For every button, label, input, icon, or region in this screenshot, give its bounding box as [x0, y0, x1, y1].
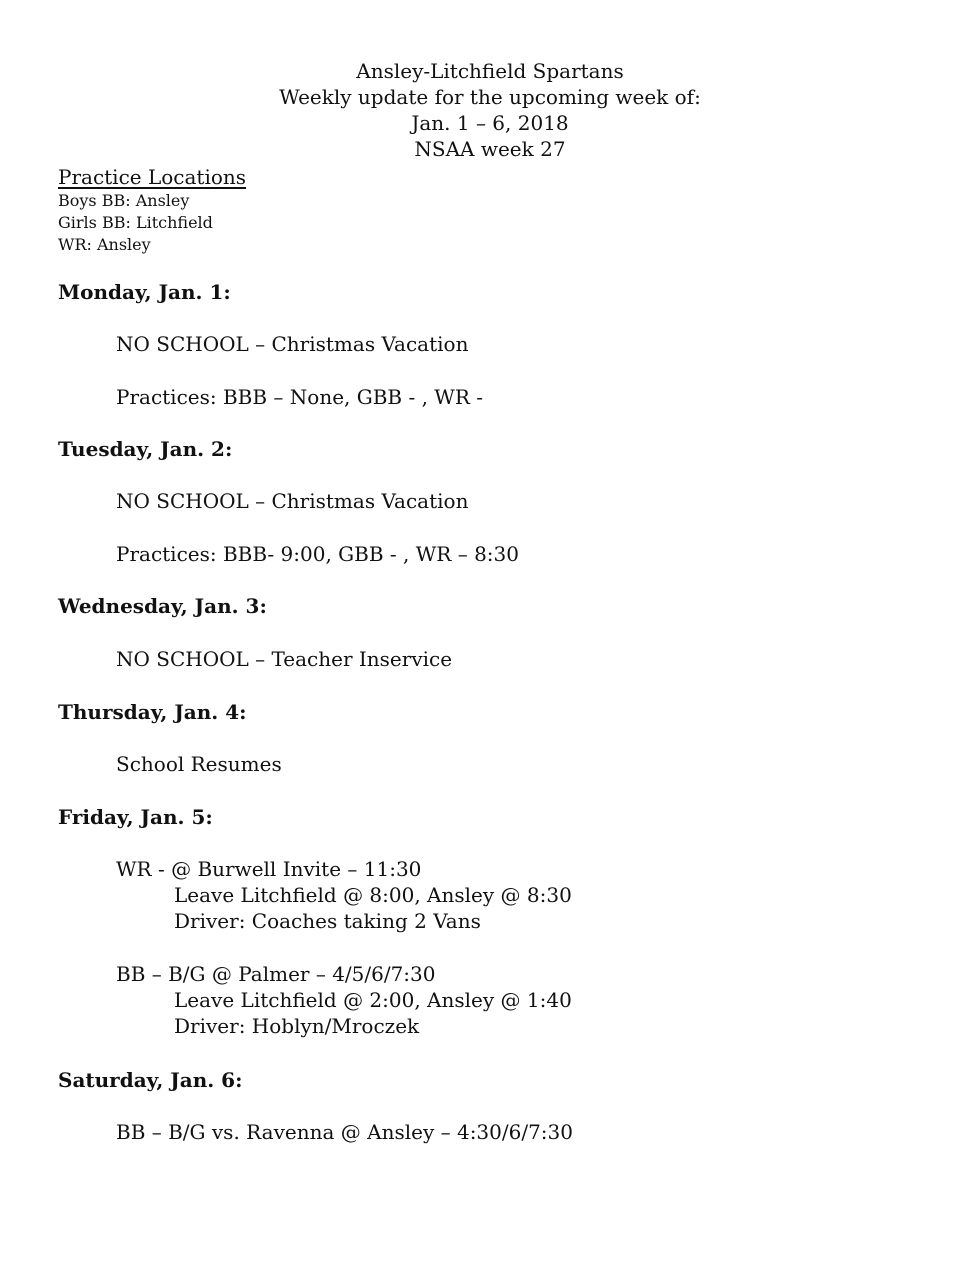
- friday-event-wrestling: WR - @ Burwell Invite – 11:30: [116, 857, 422, 881]
- day-heading-wednesday: Wednesday, Jan. 3:: [58, 594, 267, 618]
- wednesday-entry: NO SCHOOL – Teacher Inservice: [116, 647, 453, 671]
- friday-event-wrestling-driver: Driver: Coaches taking 2 Vans: [174, 909, 481, 933]
- friday-event-basketball-driver: Driver: Hoblyn/Mroczek: [174, 1014, 420, 1038]
- day-heading-tuesday: Tuesday, Jan. 2:: [58, 437, 233, 461]
- practice-locations: [58, 164, 246, 256]
- saturday-entry: BB – B/G vs. Ravenna @ Ansley – 4:30/6/7:30: [116, 1120, 573, 1144]
- location-item: Boys BB: Ansley: [58, 191, 190, 210]
- day-heading-thursday: Thursday, Jan. 4:: [58, 700, 247, 724]
- monday-practices: Practices: BBB – None, GBB - , WR -: [116, 385, 484, 409]
- day-heading-monday: Monday, Jan. 1:: [58, 280, 231, 304]
- day-heading-saturday: Saturday, Jan. 6:: [58, 1068, 243, 1092]
- update-subtitle: Weekly update for the upcoming week of:: [279, 85, 701, 109]
- tuesday-entry: NO SCHOOL – Christmas Vacation: [116, 489, 469, 513]
- friday-event-basketball: BB – B/G @ Palmer – 4/5/6/7:30: [116, 962, 436, 986]
- practice-locations-title: Practice Locations: [58, 165, 247, 189]
- week-dates: Jan. 1 – 6, 2018: [411, 111, 569, 135]
- nsaa-week: NSAA week 27: [414, 137, 566, 161]
- thursday-entry: School Resumes: [116, 752, 282, 776]
- school-name: Ansley-Litchfield Spartans: [356, 59, 624, 83]
- document-header: [0, 58, 980, 162]
- monday-entry: NO SCHOOL – Christmas Vacation: [116, 332, 469, 356]
- location-item: Girls BB: Litchfield: [58, 213, 213, 232]
- friday-event-basketball-departure: Leave Litchfield @ 2:00, Ansley @ 1:40: [174, 988, 572, 1012]
- friday-event-wrestling-departure: Leave Litchfield @ 8:00, Ansley @ 8:30: [174, 883, 572, 907]
- day-heading-friday: Friday, Jan. 5:: [58, 805, 213, 829]
- tuesday-practices: Practices: BBB- 9:00, GBB - , WR – 8:30: [116, 542, 519, 566]
- location-item: WR: Ansley: [58, 235, 151, 254]
